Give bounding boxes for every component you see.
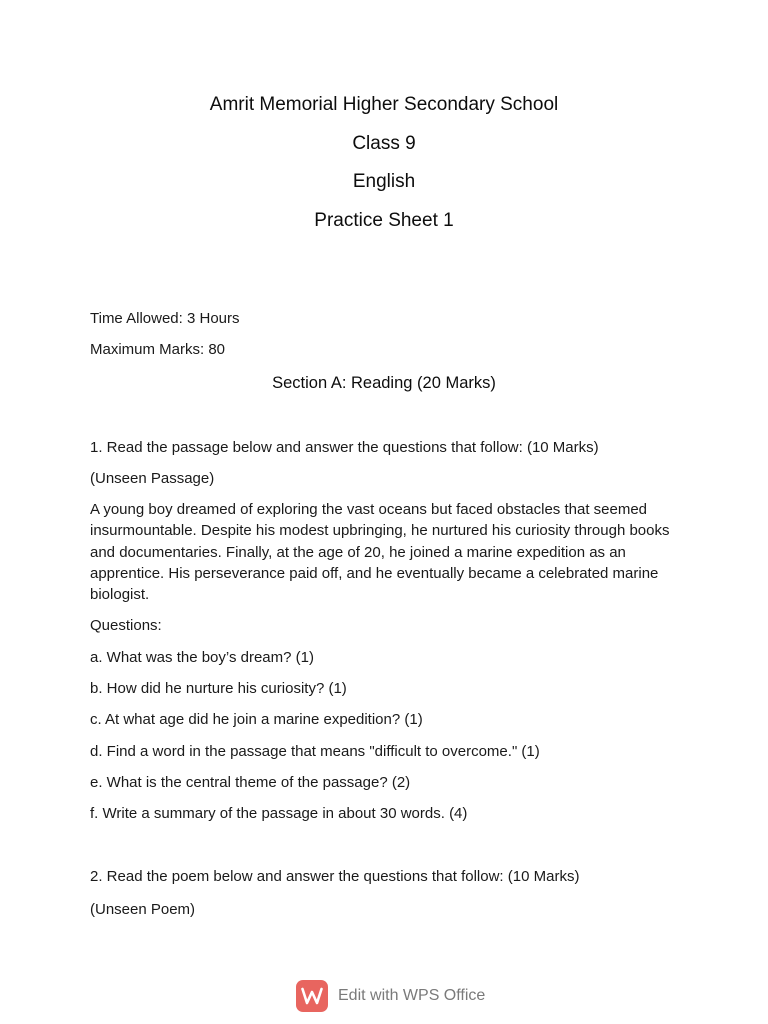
wps-label: Edit with WPS Office bbox=[338, 987, 486, 1004]
question-b: b. How did he nurture his curiosity? (1) bbox=[90, 680, 347, 697]
question-f: f. Write a summary of the passage in about 30 words. (4) bbox=[90, 805, 468, 822]
section-a-title: Section A: Reading (20 Marks) bbox=[272, 374, 496, 392]
passage bbox=[90, 499, 690, 605]
question-a: a. What was the boy’s dream? (1) bbox=[90, 649, 314, 666]
subject-heading: English bbox=[352, 171, 416, 192]
class-heading: Class 9 bbox=[352, 133, 416, 154]
question-c: c. At what age did he join a marine expedition? (1) bbox=[90, 711, 423, 728]
passage-line: biologist. bbox=[90, 586, 150, 604]
passage-line: insurmountable. Despite his modest upbringing, he nurtured his curiosity through books bbox=[90, 522, 670, 540]
q1-instruction: 1. Read the passage below and answer the questions that follow: (10 Marks) bbox=[90, 439, 599, 456]
question-e: e. What is the central theme of the passage? (2) bbox=[90, 774, 411, 791]
question-d: d. Find a word in the passage that means "difficult to overcome." (1) bbox=[90, 743, 540, 760]
school-name: Amrit Memorial Higher Secondary School bbox=[209, 94, 559, 115]
edit-with-wps-button[interactable] bbox=[296, 980, 485, 1012]
q2-type: (Unseen Poem) bbox=[90, 901, 196, 918]
q2-instruction: 2. Read the poem below and answer the questions that follow: (10 Marks) bbox=[90, 868, 580, 885]
passage-line: A young boy dreamed of exploring the vast oceans but faced obstacles that seemed bbox=[90, 501, 648, 518]
time-allowed: Time Allowed: 3 Hours bbox=[90, 310, 240, 327]
maximum-marks: Maximum Marks: 80 bbox=[90, 341, 226, 358]
questions-label: Questions: bbox=[90, 617, 162, 634]
wps-w-glyph bbox=[301, 987, 323, 1005]
wps-w-icon bbox=[296, 980, 328, 1012]
q1-type: (Unseen Passage) bbox=[90, 470, 215, 487]
sheet-title: Practice Sheet 1 bbox=[314, 210, 454, 231]
passage-line: and documentaries. Finally, at the age of 20, he joined a marine expedition as an bbox=[90, 543, 626, 561]
passage-line: apprentice. His perseverance paid off, and he eventually became a celebrated marine bbox=[90, 564, 659, 582]
